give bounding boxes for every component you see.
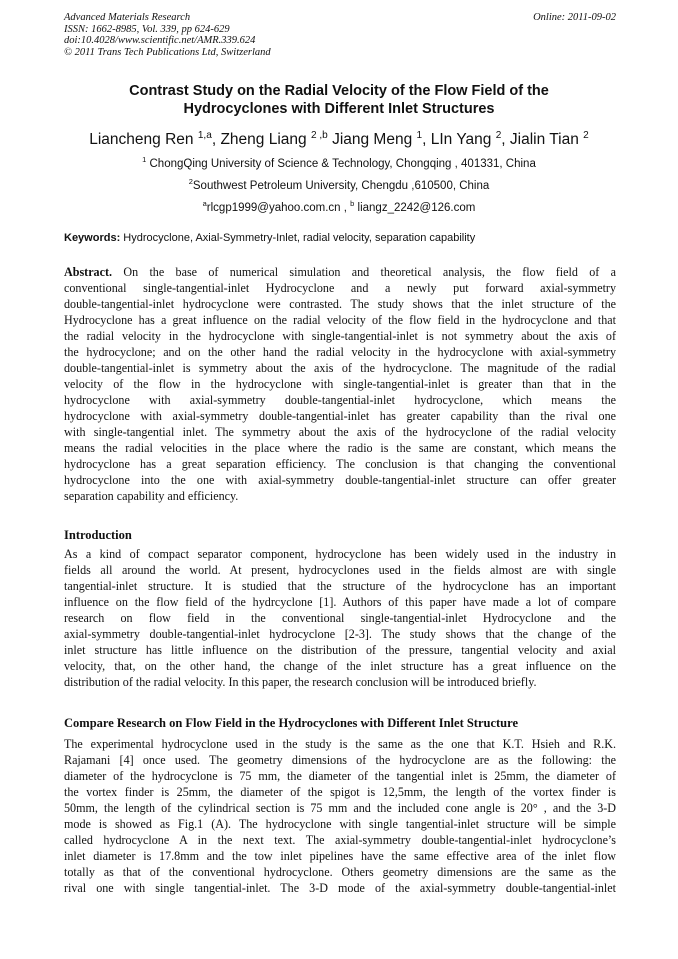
author-name: Zheng Liang xyxy=(220,131,311,148)
keywords xyxy=(64,231,616,245)
online-date: Online: 2011-09-02 xyxy=(533,12,616,23)
issn-line: ISSN: 1662-8985, Vol. 339, pp 624-629 xyxy=(64,23,230,35)
compare-paragraph xyxy=(64,736,616,896)
email-b-sup: b xyxy=(350,199,355,209)
author-affil-sup: 2 xyxy=(495,129,502,141)
abstract-line: velocity of the flow in the hydrocyclone with single-tangential-inlet is greater than that in the xyxy=(64,377,616,391)
affiliation-1-text: ChongQing University of Science & Technology, Chongqing , 401331, China xyxy=(146,158,536,170)
affiliation-1 xyxy=(40,157,638,171)
journal-name: Advanced Materials Research xyxy=(64,12,191,23)
author-separator: , xyxy=(211,131,221,148)
abstract-line: separation capability and efficiency. xyxy=(64,489,239,503)
abstract-line: conventional single-tangential-inlet Hydrocyclone and a newly put forward axial-symmetry xyxy=(64,281,616,295)
abstract-line: the radial velocity in the hydrocyclone with single-tangential-inlet is not symmetry about the axis of xyxy=(64,329,616,343)
abstract-line: double-tangential-inlet hydrocyclone were contrasted. The study shows that the inlet structure of the xyxy=(64,297,616,311)
abstract-line: hydrocyclone with axial-symmetry double-tangential-inlet hydrocyclone, which means the xyxy=(64,393,616,407)
introduction-line: axial-symmetry double-tangential-inlet hydrocyclone [2-3]. The study shows that the change of the xyxy=(64,627,616,641)
compare-line: the vortex finder is 25mm, the diameter of the spigot is 12,5mm, the length of the vortex finder is xyxy=(64,785,616,799)
keywords-label: Keywords: xyxy=(64,232,121,244)
abstract-paragraph xyxy=(64,264,616,504)
doi-line: doi:10.4028/www.scientific.net/AMR.339.624 xyxy=(64,35,256,46)
author-name: LIn Yang xyxy=(430,131,496,148)
affiliation-2-sup: 2 xyxy=(188,177,193,187)
author-separator: , xyxy=(501,131,510,148)
author-name: Liancheng Ren xyxy=(89,131,198,148)
compare-line: mode is showed as Fig.1 (A). The hydrocyclone with single tangential-inlet structure will be simple xyxy=(64,817,616,831)
author-affil-sup: 2 ,b xyxy=(310,129,328,141)
abstract-line: hydrocyclone has a great separation efficiency. The conclusion is that changing the conventional xyxy=(64,457,616,471)
introduction-line: As a kind of compact separator component, hydrocyclone has been widely used in the industry in xyxy=(64,547,616,561)
copyright-line: © 2011 Trans Tech Publications Ltd, Switzerland xyxy=(64,46,271,58)
abstract-line: hydrocyclone into the one with axial-symmetry double-tangential-inlet structure can offer greater xyxy=(64,473,616,487)
compare-line: called hydrocyclone A in the next text. The axial-symmetry double-tangential-inlet hydrocyclone’s xyxy=(64,833,616,847)
introduction-heading: Introduction xyxy=(64,528,132,542)
compare-line: diameter of the hydrocyclone is 75 mm, the diameter of the tangential inlet is 25mm, the diameter of xyxy=(64,769,616,783)
abstract-line: with single-tangential inlet. The symmetry about the axis of the hydrocyclone of the radial velocity xyxy=(64,425,616,439)
author-name: Jialin Tian xyxy=(509,131,584,148)
author-separator: , xyxy=(422,131,431,148)
abstract-line: Hydrocyclone has a great influence on the radial velocity of the flow field in the hydrocyclone and that xyxy=(64,313,616,327)
affiliation-2 xyxy=(40,179,638,193)
affiliation-2-text: Southwest Petroleum University, Chengdu ,610500, China xyxy=(192,180,490,192)
author-affil-sup: 1 xyxy=(416,129,423,141)
compare-line: rival one with single tangential-inlet. The 3-D mode of the axial-symmetry double-tangential-inlet xyxy=(64,881,616,895)
email-a: rlcgp1999@yahoo.com.cn , xyxy=(206,202,351,214)
compare-line: inlet diameter is 17.8mm and the tow inlet pipelines have the same effective area of the inlet flow xyxy=(64,849,616,863)
author-emails xyxy=(40,201,638,215)
email-b: liangz_2242@126.com xyxy=(354,202,476,214)
keywords-text: Hydrocyclone, Axial-Symmetry-Inlet, radial velocity, separation capability xyxy=(120,232,476,244)
introduction-line: tangential-inlet structure. It is studied that the structure of the hydrocyclone has an important xyxy=(64,579,616,593)
introduction-line: influence on the flow field of the hydrcyclone [1]. Authors of this paper have made a lot of compare xyxy=(64,595,616,609)
abstract-line: the hydrocyclone; and on the other hand the radial velocity in the hydrocyclone with axial-symmetry xyxy=(64,345,616,359)
affiliation-1-sup: 1 xyxy=(142,155,147,165)
paper-title xyxy=(70,82,608,118)
abstract-label: Abstract. xyxy=(64,265,113,279)
compare-line: 50mm, the length of the cylindrical section is 75 mm and the included cone angle is 20° , and the 3-D xyxy=(64,801,616,815)
introduction-paragraph xyxy=(64,546,616,690)
compare-line: totally as that of the conventional hydrocyclone. Others geometry dimensions are the same as the xyxy=(64,865,616,879)
journal-header xyxy=(64,12,616,58)
abstract-line: double-tangential-inlet is symmetry about the axis of the hydrocyclone. The magnitude of the radial xyxy=(64,361,616,375)
compare-line: Rajamani [4] once used. The geometry dimensions of the hydrocyclone are as the following: the xyxy=(64,753,616,767)
compare-heading: Compare Research on Flow Field in the Hydrocyclones with Different Inlet Structure xyxy=(64,716,519,730)
author-affil-sup: 1,a xyxy=(197,129,212,141)
introduction-line: velocity, that, on the other hand, the change of the inlet structure has a great influence on the xyxy=(64,659,616,673)
introduction-line: inlet structure has little influence on the distribution of the pressure, tangential velocity and axial xyxy=(64,643,616,657)
abstract-line: means the radial velocities in the place where the radio is the same are constant, which means the xyxy=(64,441,616,455)
title-line-2: Hydrocyclones with Different Inlet Structures xyxy=(183,101,495,117)
title-line-1: Contrast Study on the Radial Velocity of the Flow Field of the xyxy=(129,83,549,99)
compare-line: The experimental hydrocyclone used in the study is the same as the one that K.T. Hsieh and R.K. xyxy=(64,737,616,751)
abstract-line: hydrocyclone with axial-symmetry double-tangential-inlet has greater capability than the rival one xyxy=(64,409,616,423)
introduction-line: distribution of the radial velocity. In this paper, the research conclusion will be introduced briefly. xyxy=(64,675,537,689)
introduction-line: fields all around the world. At present, hydrocyclones used in the fields almost are with single xyxy=(64,563,616,577)
abstract-line: Abstract. On the base of numerical simulation and theoretical analysis, the flow field of a xyxy=(64,265,616,279)
author-list xyxy=(40,130,638,150)
email-a-sup: a xyxy=(202,199,207,209)
author-affil-sup: 2 xyxy=(583,129,589,141)
author-name: Jiang Meng xyxy=(332,131,417,148)
introduction-line: research on flow field in the conventional single-tangential-inlet Hydrocyclone and the xyxy=(64,611,616,625)
